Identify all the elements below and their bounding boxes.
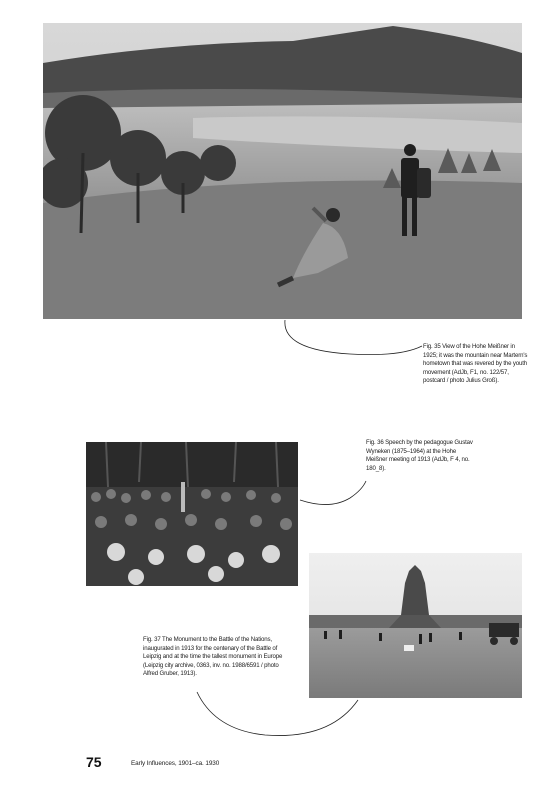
page-number: 75 <box>86 754 102 770</box>
photo-wyneken-speech <box>86 442 298 586</box>
running-head: Early Influences, 1901–ca. 1930 <box>131 760 220 767</box>
caption-fig37: Fig. 37 The Monument to the Battle of the Nations, inaugurated in 1913 for the centenary of the Battle of Leipzig and at the time the tallest monument in Europe (Leipzig city archive, 0363, inv. no. 1988/6591 / photo Alfred Gruber, 1913). <box>143 636 283 678</box>
caption-fig35: Fig. 35 View of the Hohe Meißner in 1925; it was the mountain near Martern's hometown that was revered by the youth movement (AdJb, F1, no. 122/57, postcard / photo Julius Groß). <box>423 343 528 385</box>
leader-line-fig37 <box>197 692 358 736</box>
caption-fig36: Fig. 36 Speech by the pedagogue Gustav Wyneken (1875–1964) at the Hohe Meißner meeting of 1913 (AdJb, F 4, no. 180_8). <box>366 439 473 472</box>
leader-line-fig36 <box>300 481 366 505</box>
photo-hohe-meissner <box>43 23 522 319</box>
leader-line-fig35 <box>285 320 422 355</box>
photo-battle-monument <box>309 553 522 698</box>
